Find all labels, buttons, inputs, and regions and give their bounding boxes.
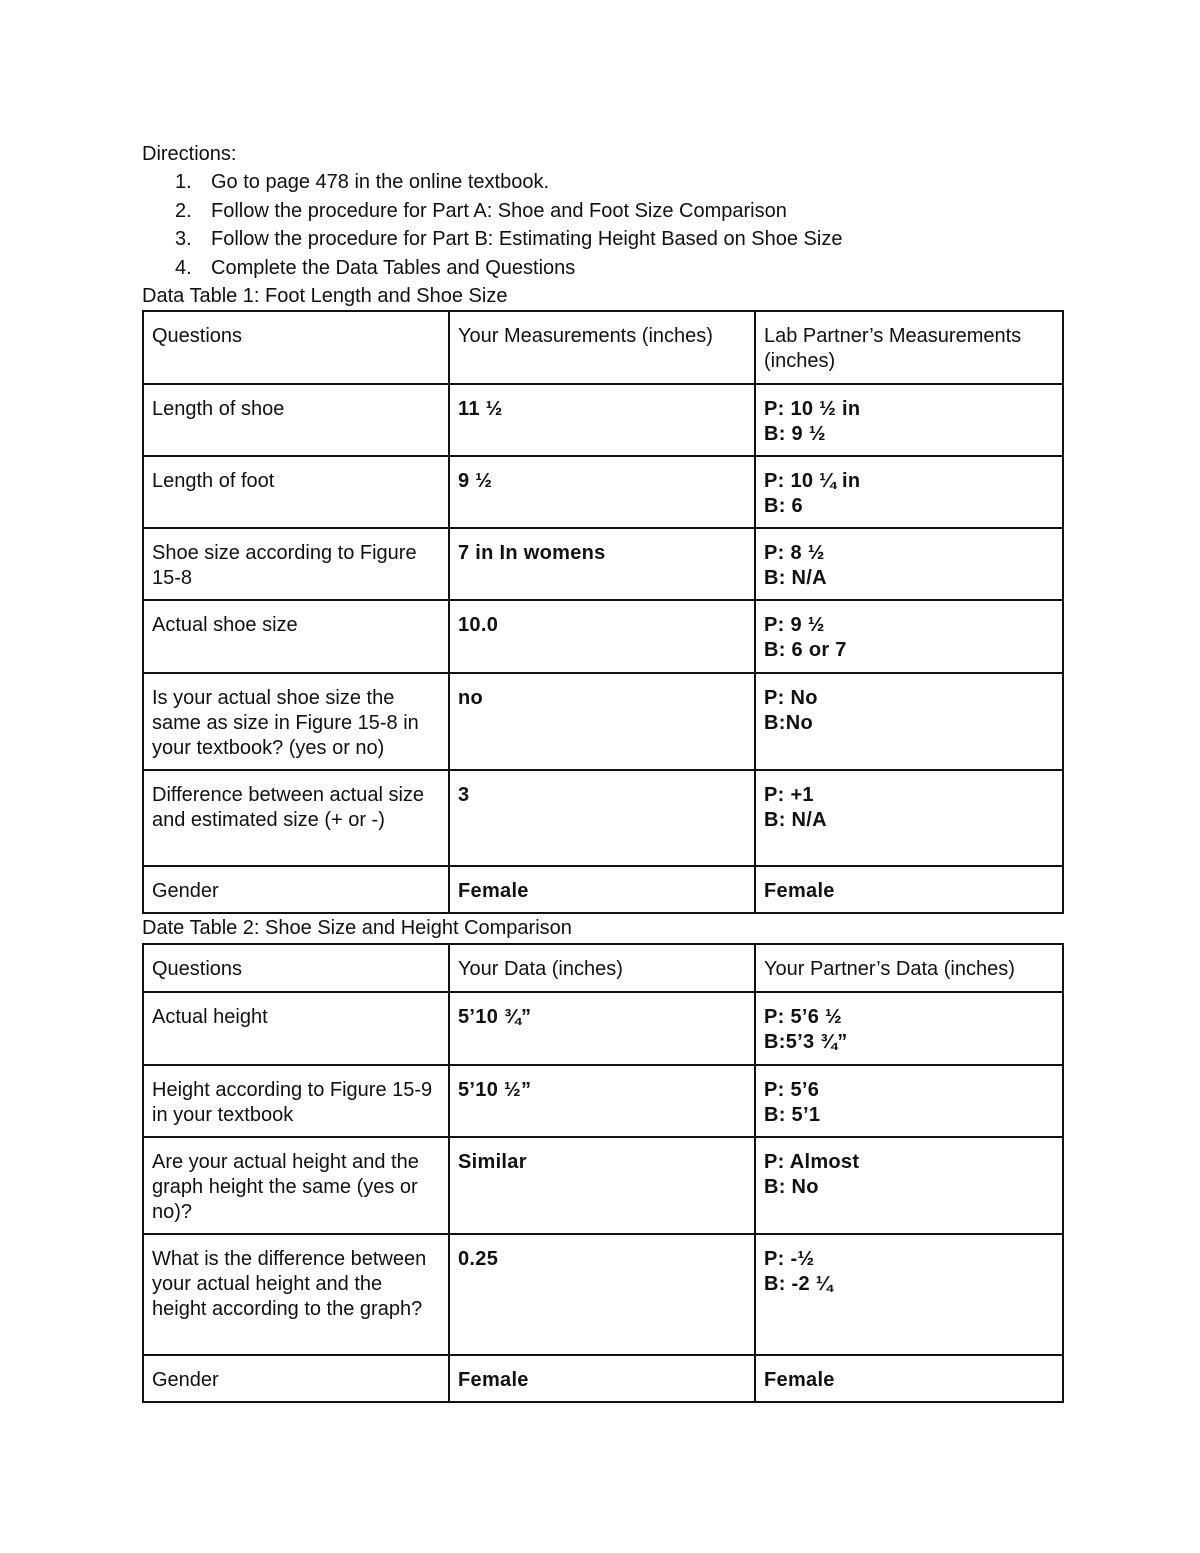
question-cell: Is your actual shoe size the same as size in Figure 15-8 in your textbook? (yes or no) xyxy=(143,673,449,770)
your-value-cell: Similar xyxy=(449,1137,755,1234)
header-cell: Questions xyxy=(143,311,449,384)
directions-title: Directions: xyxy=(142,143,237,165)
partner-value-cell xyxy=(755,1065,1063,1137)
table-row xyxy=(143,384,1063,456)
question-cell: Are your actual height and the graph height the same (yes or no)? xyxy=(143,1137,449,1234)
directions-step xyxy=(142,254,1062,282)
table-row xyxy=(143,992,1063,1065)
step-text: Go to page 478 in the online textbook. xyxy=(211,171,550,194)
your-value-cell: 9 ½ xyxy=(449,456,755,528)
table1-caption: Data Table 1: Foot Length and Shoe Size xyxy=(142,285,508,308)
question-cell: Difference between actual size and estimated size (+ or -) xyxy=(143,770,449,866)
document-page xyxy=(142,140,1062,1403)
partner-p-value: P: -½ xyxy=(764,1247,815,1270)
partner-value-cell xyxy=(755,528,1063,600)
partner-b-value: B:No xyxy=(764,712,813,735)
table-row xyxy=(143,1234,1063,1355)
partner-b-value: B: 6 or 7 xyxy=(764,639,847,662)
table-row xyxy=(143,1355,1063,1402)
your-value-cell: 3 xyxy=(449,770,755,866)
partner-p-value: P: +1 xyxy=(764,784,814,807)
your-value-cell: 5’10 ¾” xyxy=(449,992,755,1065)
question-cell: Length of foot xyxy=(143,456,449,528)
partner-value-cell xyxy=(755,1234,1063,1355)
partner-b-value: B:5’3 ¾” xyxy=(764,1030,848,1053)
table-row xyxy=(143,770,1063,866)
partner-b-value: B: -2 ¼ xyxy=(764,1272,833,1295)
directions-step xyxy=(142,225,1062,253)
question-cell: Actual shoe size xyxy=(143,600,449,673)
step-text: Follow the procedure for Part B: Estimating Height Based on Shoe Size xyxy=(211,228,843,251)
header-cell: Lab Partner’s Measurements (inches) xyxy=(755,311,1063,384)
partner-value-cell xyxy=(755,384,1063,456)
partner-value-cell: Female xyxy=(755,866,1063,913)
partner-b-value: B: 5’1 xyxy=(764,1103,821,1126)
question-cell: Height according to Figure 15-9 in your textbook xyxy=(143,1065,449,1137)
partner-b-value: B: N/A xyxy=(764,567,827,590)
header-cell: Your Measurements (inches) xyxy=(449,311,755,384)
partner-b-value: B: N/A xyxy=(764,809,827,832)
partner-p-value: P: 9 ½ xyxy=(764,614,825,637)
partner-b-value: B: 9 ½ xyxy=(764,423,826,446)
table-row xyxy=(143,866,1063,913)
partner-p-value: P: 5’6 xyxy=(764,1078,820,1101)
directions-step xyxy=(142,168,1062,196)
header-cell: Questions xyxy=(143,944,449,992)
table-row xyxy=(143,1065,1063,1137)
your-value-cell: 0.25 xyxy=(449,1234,755,1355)
question-cell: Shoe size according to Figure 15-8 xyxy=(143,528,449,600)
step-number: 1. xyxy=(175,171,192,194)
your-value-cell: Female xyxy=(449,866,755,913)
data-table-1 xyxy=(142,310,1064,914)
question-cell: Actual height xyxy=(143,992,449,1065)
question-cell: Gender xyxy=(143,1355,449,1402)
partner-p-value: P: 10 ¼ in xyxy=(764,470,861,493)
partner-b-value: B: 6 xyxy=(764,495,803,518)
partner-p-value: P: 8 ½ xyxy=(764,542,825,565)
question-cell: Length of shoe xyxy=(143,384,449,456)
table-header-row xyxy=(143,311,1063,384)
partner-p-value: P: No xyxy=(764,687,818,710)
question-cell: What is the difference between your actual height and the height according to the graph? xyxy=(143,1234,449,1355)
table-header-row xyxy=(143,944,1063,992)
table-row xyxy=(143,1137,1063,1234)
your-value-cell: Female xyxy=(449,1355,755,1402)
your-value-cell: no xyxy=(449,673,755,770)
table2-caption: Date Table 2: Shoe Size and Height Comparison xyxy=(142,917,572,940)
step-number: 3. xyxy=(175,228,192,251)
partner-p-value: P: Almost xyxy=(764,1150,860,1173)
partner-value-cell xyxy=(755,1137,1063,1234)
partner-value-cell xyxy=(755,992,1063,1065)
directions-step xyxy=(142,197,1062,225)
your-value-cell: 11 ½ xyxy=(449,384,755,456)
directions-list xyxy=(142,168,1062,282)
step-text: Follow the procedure for Part A: Shoe and Foot Size Comparison xyxy=(211,199,787,222)
question-cell: Gender xyxy=(143,866,449,913)
table-row xyxy=(143,456,1063,528)
header-cell: Your Partner’s Data (inches) xyxy=(755,944,1063,992)
step-number: 4. xyxy=(175,256,192,279)
your-value-cell: 10.0 xyxy=(449,600,755,673)
partner-value-cell xyxy=(755,673,1063,770)
table-row xyxy=(143,600,1063,673)
partner-value-cell xyxy=(755,456,1063,528)
partner-p-value: P: 5’6 ½ xyxy=(764,1005,842,1028)
partner-value-cell xyxy=(755,770,1063,866)
header-cell: Your Data (inches) xyxy=(449,944,755,992)
data-table-2 xyxy=(142,943,1064,1403)
table-row xyxy=(143,528,1063,600)
partner-p-value: P: 10 ½ in xyxy=(764,398,861,421)
step-text: Complete the Data Tables and Questions xyxy=(211,256,576,279)
partner-b-value: B: No xyxy=(764,1175,819,1198)
partner-value-cell xyxy=(755,600,1063,673)
your-value-cell: 7 in In womens xyxy=(449,528,755,600)
step-number: 2. xyxy=(175,199,192,222)
table-row xyxy=(143,673,1063,770)
your-value-cell: 5’10 ½” xyxy=(449,1065,755,1137)
partner-value-cell: Female xyxy=(755,1355,1063,1402)
